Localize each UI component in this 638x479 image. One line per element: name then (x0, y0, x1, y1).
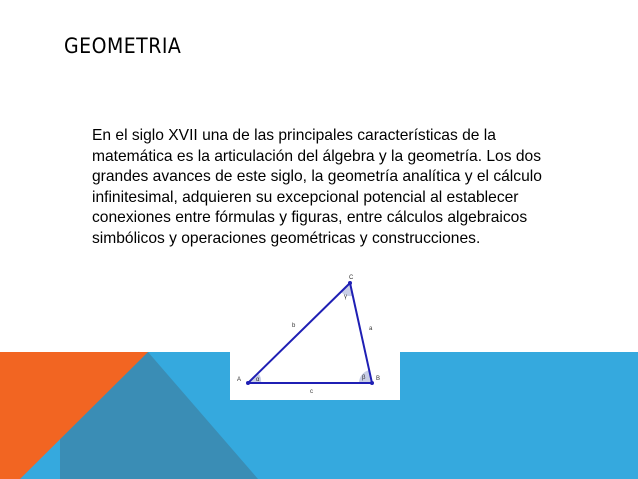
triangle-diagram (230, 270, 400, 400)
side-a-label: a (369, 326, 373, 332)
vertex-a-label: A (237, 377, 242, 383)
slide-paragraph: En el siglo XVII una de las principales características de la matemática es la articulación del álgebra y la geometría. Los dos grandes avances de este siglo, la geometría analítica y el cálculo infinitesimal, adquieren su excepcional potencial al establecer conexiones entre fórmulas y figuras, entre cálculos algebraicos simbólicos y operaciones geométricas y construcciones. (92, 127, 542, 247)
angle-beta-label: β (362, 375, 366, 381)
vertex-c-point (348, 281, 352, 285)
vertex-b-point (370, 381, 374, 385)
vertex-c-label: C (349, 275, 354, 281)
vertex-b-label: B (376, 376, 381, 382)
angle-alpha-label: α (256, 377, 260, 383)
side-b-label: b (292, 323, 296, 329)
slide-title: GEOMETRIA (64, 34, 182, 58)
vertex-a-point (246, 381, 250, 385)
angle-gamma-label: γ (344, 294, 347, 300)
side-c-label: c (310, 389, 313, 395)
